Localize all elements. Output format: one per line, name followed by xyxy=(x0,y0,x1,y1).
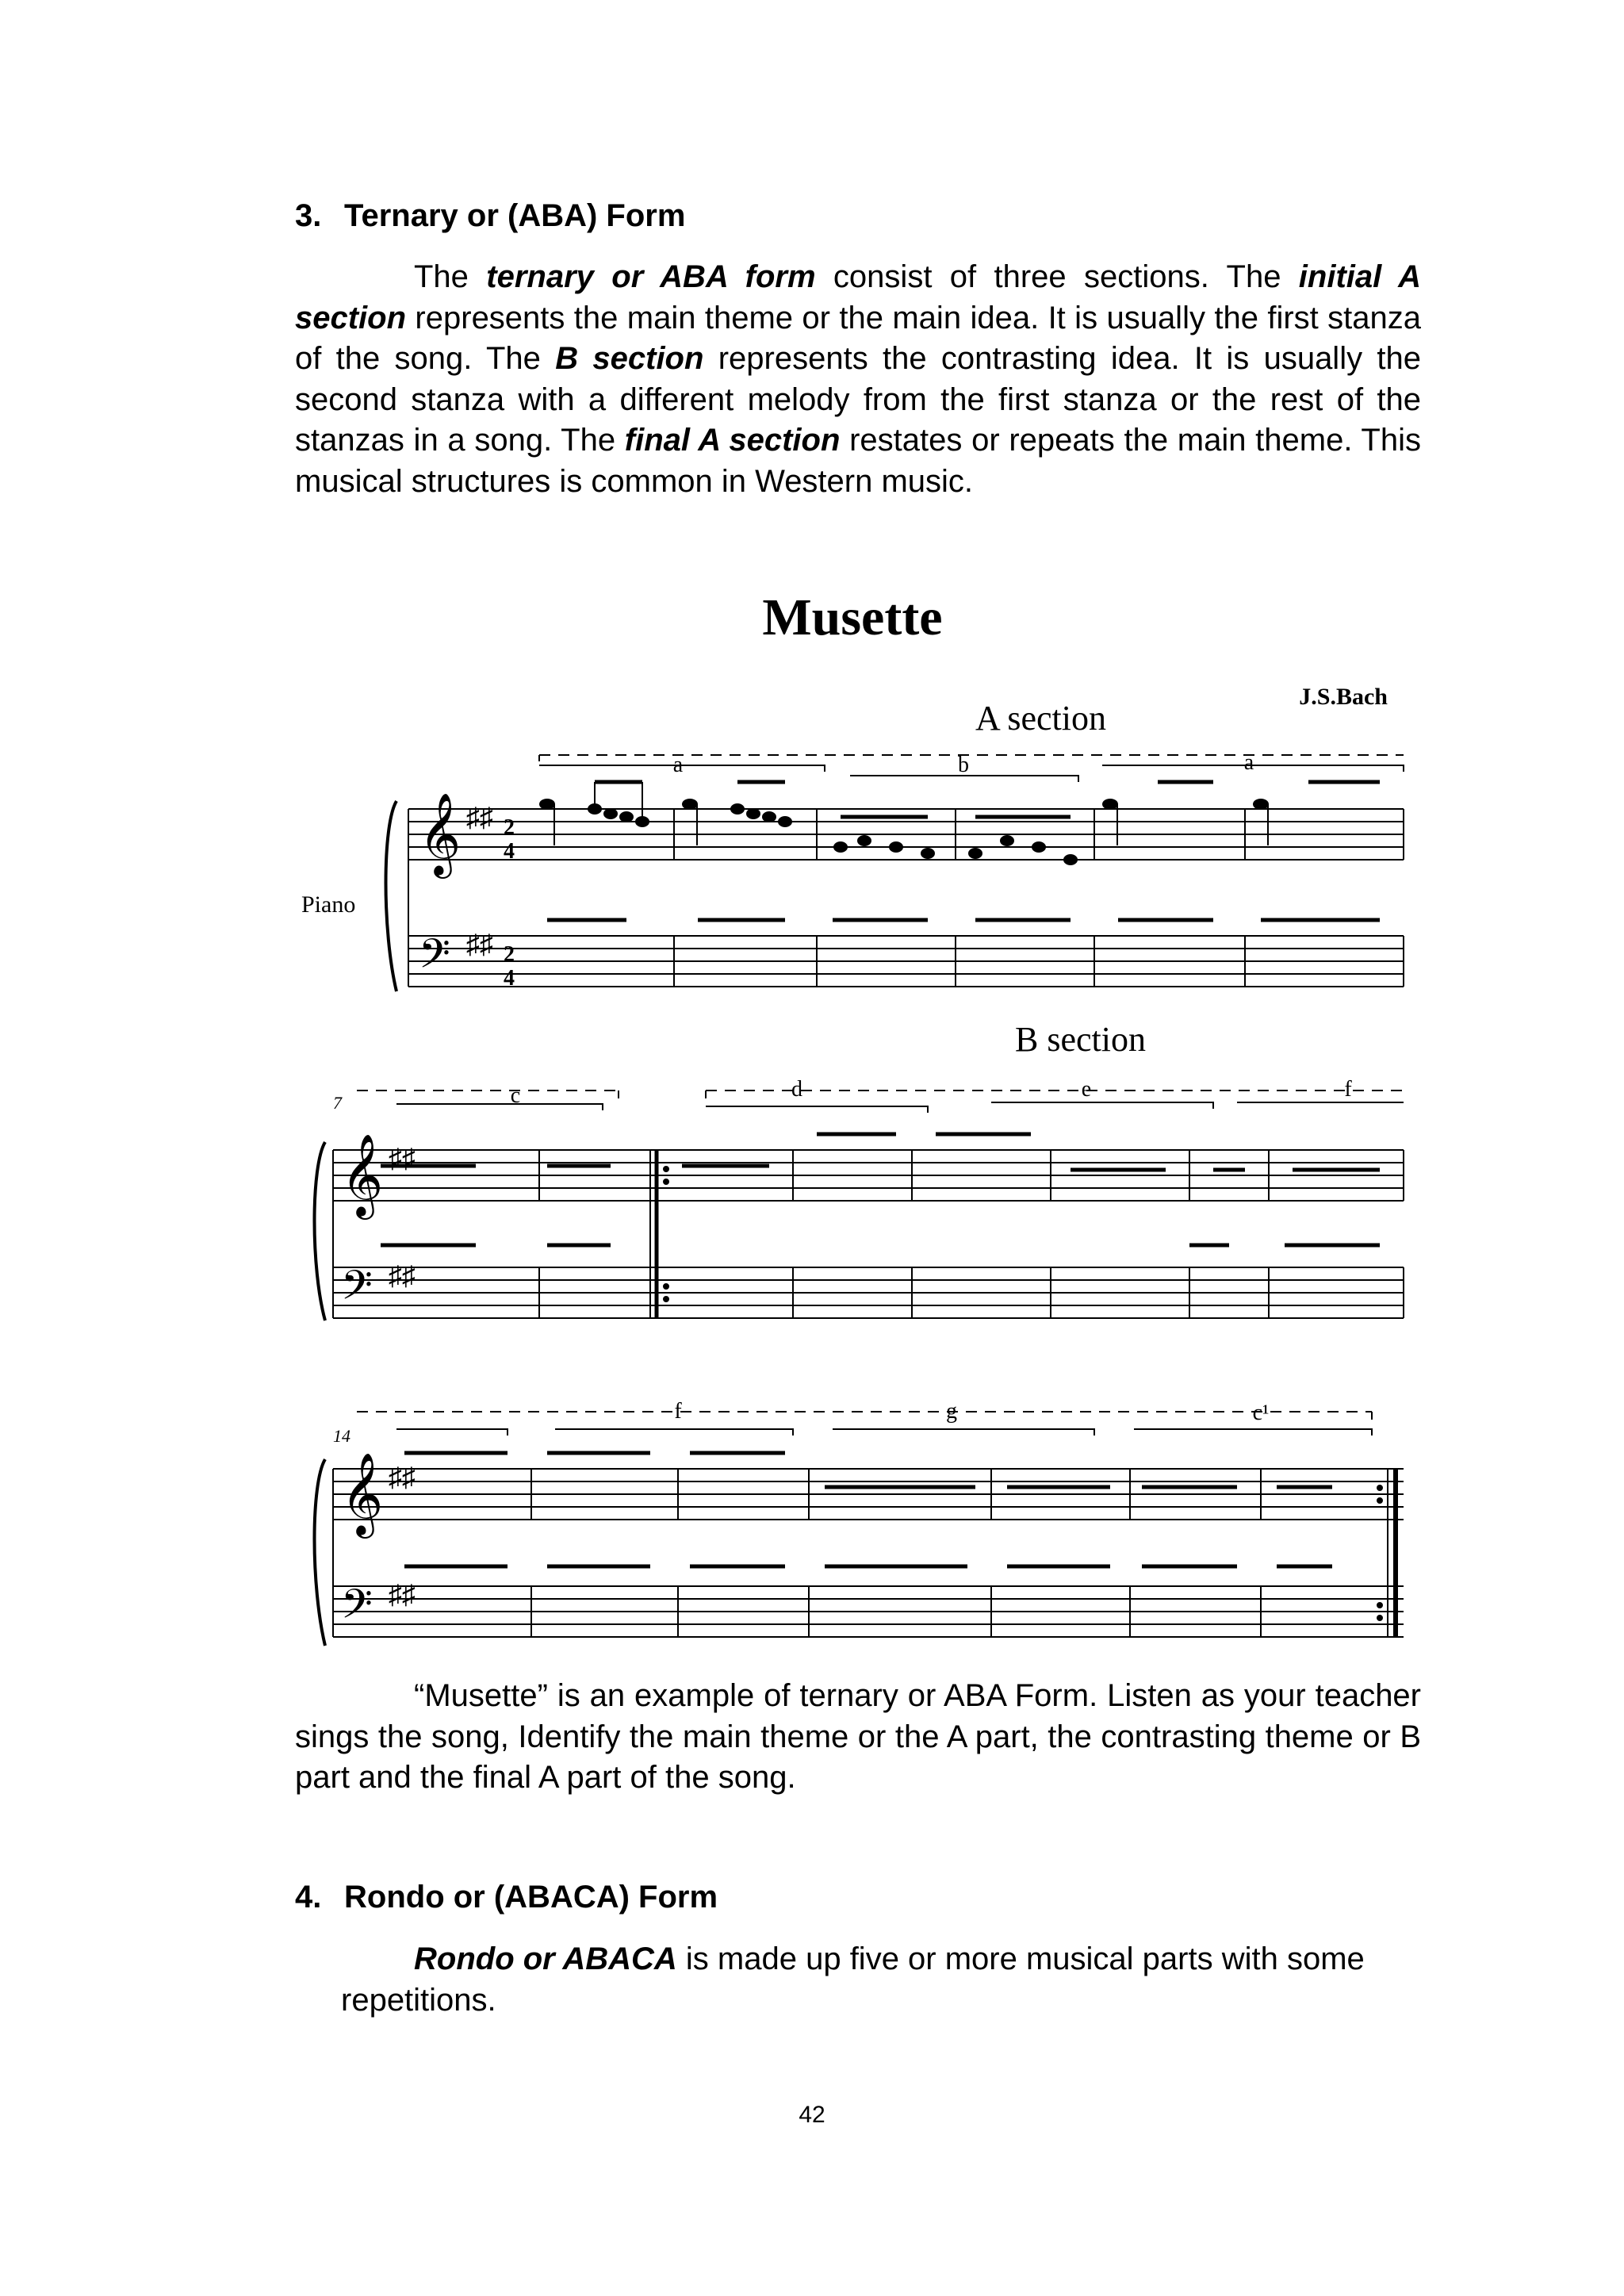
system-3-phrase-brackets xyxy=(357,1412,1372,1435)
section-4-title: Rondo or (ABACA) Form xyxy=(344,1880,718,1915)
para-text: The xyxy=(414,259,487,294)
section-4-number: 4. xyxy=(295,1880,322,1915)
para-text: is made up five or more musical parts with some repetitions. xyxy=(341,1941,1365,2018)
phrase-label-d: d xyxy=(791,1077,802,1102)
key-signature-sharps: ♯♯ xyxy=(389,1581,416,1610)
phrase-label-e: e xyxy=(1081,1077,1092,1102)
term-ternary: ternary or ABA form xyxy=(486,259,816,294)
system-2 xyxy=(315,1134,1404,1320)
term-rondo: Rondo or ABACA xyxy=(414,1941,677,1976)
key-signature-sharps: ♯♯ xyxy=(466,803,493,833)
key-signature-sharps: ♯♯ xyxy=(389,1262,416,1291)
instrument-label: Piano xyxy=(301,891,356,918)
system-1-notes xyxy=(540,782,1380,920)
section-3-paragraph xyxy=(295,257,1421,502)
music-score xyxy=(278,579,1427,1689)
para-text: restates or repeats the main theme. This musical structures is common in Western music. xyxy=(295,423,1421,499)
treble-clef-icon: 𝄞 xyxy=(419,795,462,874)
para-text: represents the contrasting idea. It is usually the second stanza with a different melody from the first stanza or the rest of the stanzas in a song. The xyxy=(295,341,1421,458)
system-1-phrase-brackets xyxy=(539,755,1404,782)
caption-text: “Musette” is an example of ternary or ABA Form. Listen as your teacher sings the song, Identify the main theme or the A part, the contrasting theme or B part and the final A part of the song. xyxy=(295,1678,1421,1795)
section-4-paragraph xyxy=(341,1939,1419,2021)
section-3-heading xyxy=(295,197,685,235)
treble-clef-icon: 𝄞 xyxy=(341,1137,384,1215)
section-3-title: Ternary or (ABA) Form xyxy=(344,198,686,233)
score-title: Musette xyxy=(762,588,943,646)
measure-number-7: 7 xyxy=(333,1093,342,1113)
system-1 xyxy=(386,801,1404,991)
term-b-section: B section xyxy=(555,341,704,376)
time-signature: 2 xyxy=(504,942,515,967)
key-signature-sharps: ♯♯ xyxy=(389,1463,416,1493)
term-initial-a: initial A section xyxy=(295,259,1422,335)
bass-clef-icon: 𝄢 xyxy=(341,1264,373,1318)
key-signature-sharps: ♯♯ xyxy=(389,1144,416,1174)
page-number: 42 xyxy=(799,2102,825,2128)
key-signature-sharps: ♯♯ xyxy=(466,930,493,960)
para-text: represents the main theme or the main idea. It is usually the first stanza of the song. The xyxy=(295,300,1421,376)
phrase-label-a-1: a xyxy=(672,753,684,777)
section-3-number: 3. xyxy=(295,198,322,233)
bass-clef-icon: 𝄢 xyxy=(341,1583,373,1637)
phrase-label-f-1: f xyxy=(1344,1077,1352,1102)
term-final-a: final A section xyxy=(624,423,841,458)
section-4-heading xyxy=(295,1878,718,1916)
measure-number-14: 14 xyxy=(333,1426,350,1446)
phrase-label-g: g xyxy=(946,1399,957,1424)
system-3 xyxy=(315,1453,1404,1646)
time-signature: 4 xyxy=(504,839,515,864)
bass-staff-1 xyxy=(408,936,1404,987)
b-section-label: B section xyxy=(1015,1020,1146,1059)
score-caption xyxy=(295,1676,1421,1799)
time-signature: 2 xyxy=(504,815,515,840)
a-section-label: A section xyxy=(975,699,1106,738)
phrase-label-c-prime: c¹ xyxy=(1252,1401,1270,1425)
score-composer: J.S.Bach xyxy=(1299,684,1388,710)
phrase-label-b: b xyxy=(958,753,969,777)
phrase-label-c: c xyxy=(510,1083,521,1108)
time-signature: 4 xyxy=(504,966,515,991)
phrase-label-a-2: a xyxy=(1243,750,1254,775)
treble-clef-icon: 𝄞 xyxy=(341,1455,384,1534)
para-text: consist of three sections. The xyxy=(815,259,1299,294)
bass-clef-icon: 𝄢 xyxy=(419,933,450,987)
phrase-label-f-2: f xyxy=(674,1399,682,1424)
